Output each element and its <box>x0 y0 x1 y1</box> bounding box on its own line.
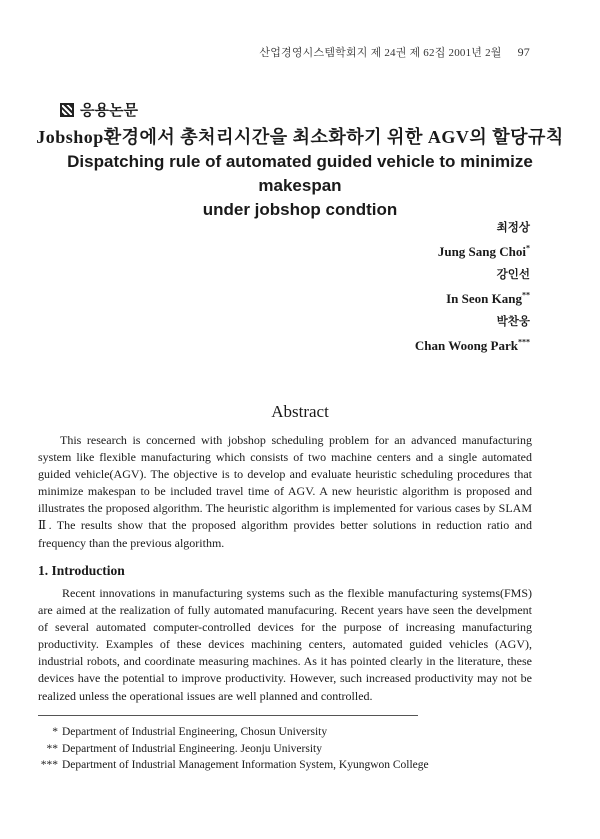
running-header <box>0 44 530 60</box>
footnote-item <box>38 757 429 774</box>
footnote-mark: * <box>52 726 58 738</box>
footnote-text: Department of Industrial Management Information System, Kyungwon College <box>62 759 429 771</box>
author-english-name: Chan Woong Park*** <box>414 337 530 353</box>
footnotes <box>38 724 429 774</box>
author-english-name: Jung Sang Choi* <box>437 243 530 259</box>
title-korean: Jobshop환경에서 총처리시간을 최소화하기 위한 AGV의 할당규칙 <box>36 127 564 147</box>
author-mark: * <box>526 243 530 253</box>
title-english-line2: under jobshop condtion <box>202 200 398 219</box>
author-block <box>415 216 530 357</box>
author-mark: ** <box>522 290 530 300</box>
title-english-line1: Dispatching rule of automated guided vehicle to minimize makespan <box>67 152 533 195</box>
footnote-item <box>38 724 429 741</box>
section-tag <box>60 99 138 120</box>
footnote-item <box>38 741 429 758</box>
introduction-heading: 1. Introduction <box>38 563 125 578</box>
abstract-text: This research is concerned with jobshop scheduling problem for an advanced manufacturing system like flexible manufacturing which consists of two machine centers and a single automated guided vehicle(AGV). The objective is to develop and evaluate heuristic scheduling procedures that minimize makespan to be included travel time of AGV. A new heuristic algorithm is proposed and illustrates the proposed algorithm. The heuristic algorithm is implemented for various cases by SLAM Ⅱ. The results show that the proposed algorithm provides better solutions in reduction ratio and frequency than the previous algorithm. <box>38 433 532 550</box>
title-english <box>30 150 570 222</box>
author-english-name: In Seon Kang** <box>446 290 530 306</box>
page-number: 97 <box>517 45 530 59</box>
footnote-divider <box>38 715 418 716</box>
author-mark: *** <box>518 337 530 347</box>
footnote-text: Department of Industrial Engineering, Chosun University <box>62 726 328 738</box>
abstract-heading: Abstract <box>271 402 329 421</box>
journal-info: 산업경영시스템학회지 제 24권 제 62집 2001년 2월 <box>259 47 502 59</box>
checkered-box-icon <box>60 103 74 117</box>
footnote-mark: ** <box>46 742 58 755</box>
footnote-text: Department of Industrial Engineering. Jeonju University <box>62 742 322 755</box>
author-korean-name: 강인선 <box>496 267 530 281</box>
author-korean-name: 최정상 <box>496 220 530 234</box>
section-label: 응용논문 <box>80 101 138 119</box>
introduction-text: Recent innovations in manufacturing systems such as the flexible manufacturing systems(FMS) are aimed at the realization of fully automated manufacuring. Recent years have seen the develpment of several automated computer-controlled devices for the purpose of increasing manufacturing productivity. Examples of these devices machining centers, automated guided vehicles (AGV), industrial robots, and coordinate measuring machines. As it has pointed clearly in the literature, these devices have the potential to improve productivity. However, such increased productivity may not be realized unless the operational issues are well planned and controlled. <box>38 586 532 703</box>
footnote-mark: *** <box>40 759 58 771</box>
author-korean-name: 박찬웅 <box>496 314 530 328</box>
